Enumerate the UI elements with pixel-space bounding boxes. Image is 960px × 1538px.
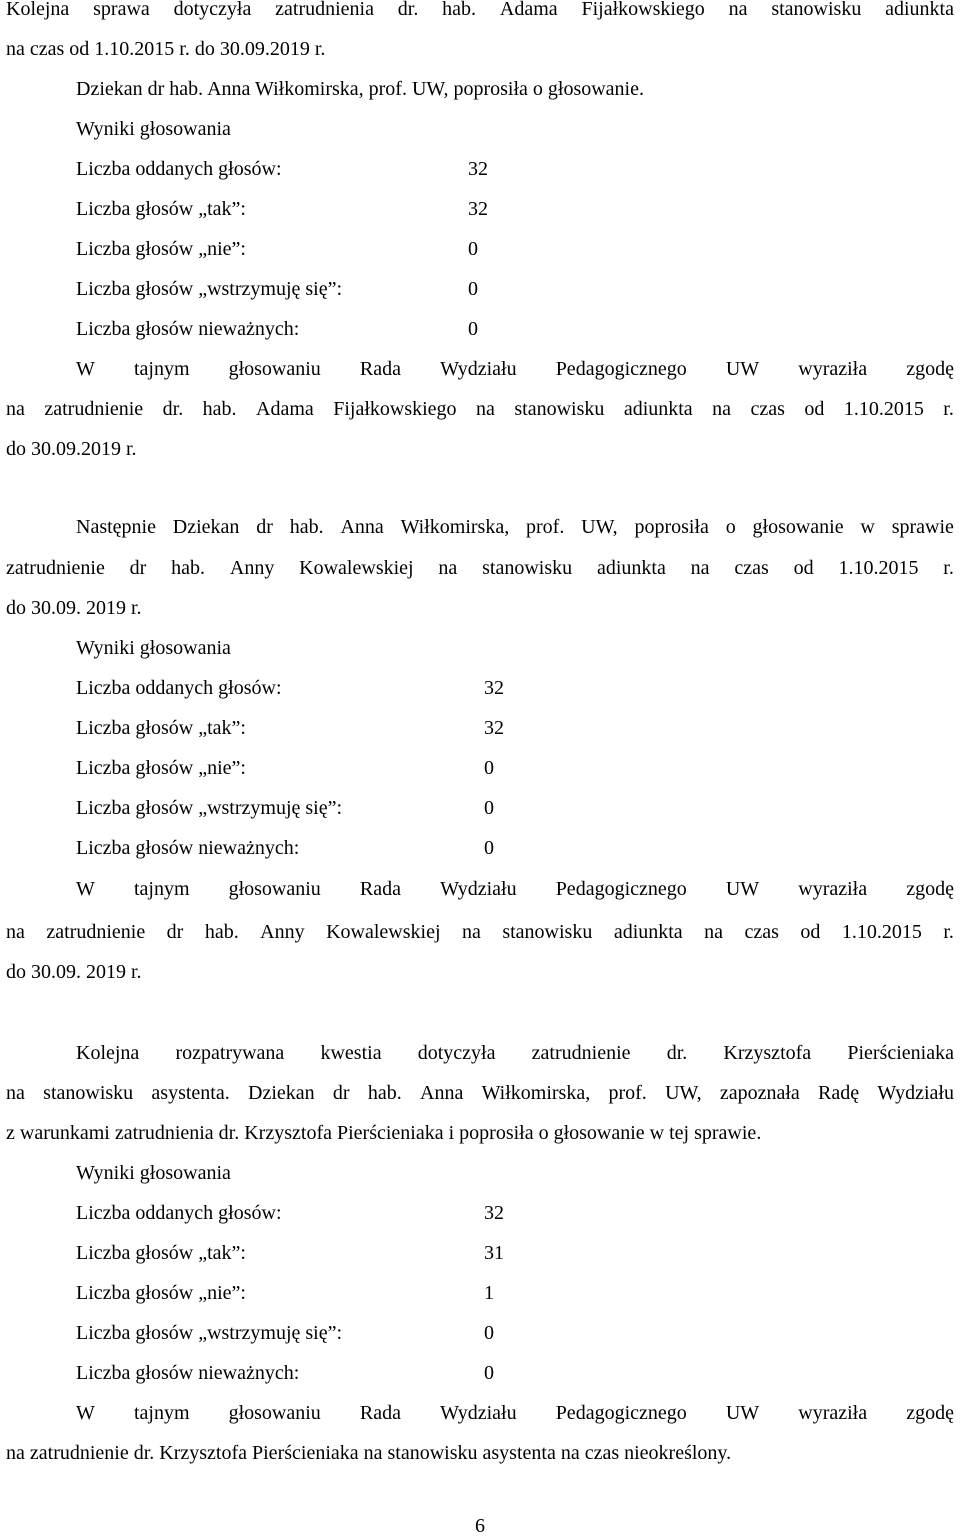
word: stanowisku bbox=[43, 1082, 134, 1104]
word: na bbox=[728, 0, 748, 20]
word: hab. bbox=[442, 0, 477, 20]
s2-vote-invalid: Liczba głosów nieważnych: 0 bbox=[76, 837, 494, 859]
word: 1.10.2015 bbox=[841, 921, 922, 943]
s3-intro-line-1 bbox=[76, 1040, 954, 1066]
word: na bbox=[6, 921, 25, 943]
word: Krzysztofa bbox=[723, 1042, 812, 1064]
word: Fijałkowskiego bbox=[581, 0, 705, 20]
word: o bbox=[725, 516, 736, 538]
word: W bbox=[76, 878, 95, 900]
word: Rada bbox=[359, 358, 401, 380]
word: adiunkta bbox=[623, 398, 693, 420]
word: dr bbox=[256, 516, 273, 538]
word: głosowanie bbox=[752, 516, 844, 538]
word: Pedagogicznego bbox=[555, 1402, 687, 1424]
s3-vote-invalid: Liczba głosów nieważnych: 0 bbox=[76, 1362, 494, 1384]
s1-vote-yes: Liczba głosów „tak”: 32 bbox=[76, 198, 488, 220]
word: od bbox=[800, 921, 821, 943]
word: Pedagogicznego bbox=[555, 878, 687, 900]
word: zapoznała bbox=[719, 1082, 800, 1104]
word: UW bbox=[725, 878, 760, 900]
s2-intro-line-3: do 30.09. 2019 r. bbox=[6, 597, 142, 619]
s1-vote-cast: Liczba oddanych głosów: 32 bbox=[76, 158, 488, 180]
word: 1.10.2015 bbox=[843, 398, 924, 420]
s1-vote-abstain: Liczba głosów „wstrzymuję się”: 0 bbox=[76, 278, 478, 300]
word: dr. bbox=[397, 0, 419, 20]
s2-vote-cast: Liczba oddanych głosów: 32 bbox=[76, 677, 504, 699]
s1-intro-line-1 bbox=[6, 0, 954, 22]
word: Kolejna bbox=[6, 0, 70, 20]
page-number: 6 bbox=[475, 1515, 485, 1537]
word: wyraziła bbox=[798, 1402, 868, 1424]
word: UW, bbox=[581, 516, 618, 538]
word: Anna bbox=[340, 516, 384, 538]
word: zatrudnienie bbox=[44, 398, 144, 420]
word: na bbox=[712, 398, 732, 420]
s1-resolution-line-2 bbox=[6, 396, 954, 422]
word: Wydziału bbox=[440, 358, 517, 380]
s2-vote-yes: Liczba głosów „tak”: 32 bbox=[76, 717, 504, 739]
s1-resolution-line-1 bbox=[76, 356, 954, 382]
word: czas bbox=[750, 398, 785, 420]
word: adiunkta bbox=[596, 557, 666, 579]
word: Wydziału bbox=[877, 1082, 954, 1104]
word: poprosiła bbox=[634, 516, 709, 538]
s2-vote-no: Liczba głosów „nie”: 0 bbox=[76, 757, 494, 779]
word: Pierścieniaka bbox=[847, 1042, 954, 1064]
word: dr. bbox=[666, 1042, 688, 1064]
word: Fijałkowskiego bbox=[333, 398, 457, 420]
word: rozpatrywana bbox=[175, 1042, 285, 1064]
word: tajnym bbox=[133, 878, 190, 900]
word: od bbox=[804, 398, 825, 420]
s3-resolution-line-1 bbox=[76, 1400, 954, 1426]
word: Kowalewskiej bbox=[326, 921, 441, 943]
s1-request: Dziekan dr hab. Anna Wiłkomirska, prof. UW, poprosiła o głosowanie. bbox=[76, 78, 644, 100]
word: głosowaniu bbox=[228, 878, 321, 900]
s2-resolution-line-3: do 30.09. 2019 r. bbox=[6, 961, 142, 983]
s1-results-heading: Wyniki głosowania bbox=[76, 118, 231, 140]
word: r. bbox=[943, 557, 954, 579]
word: dr bbox=[332, 1082, 350, 1104]
word: 1.10.2015 bbox=[838, 557, 919, 579]
word: Dziekan bbox=[172, 516, 240, 538]
s1-vote-no: Liczba głosów „nie”: 0 bbox=[76, 238, 478, 260]
word: kwestia bbox=[320, 1042, 382, 1064]
word: stanowisku bbox=[771, 0, 862, 20]
word: prof. bbox=[608, 1082, 647, 1104]
word: UW bbox=[725, 1402, 760, 1424]
word: Anny bbox=[229, 557, 275, 579]
word: Następnie bbox=[76, 516, 156, 538]
s2-vote-abstain: Liczba głosów „wstrzymuję się”: 0 bbox=[76, 797, 494, 819]
word: W bbox=[76, 358, 95, 380]
word: Anny bbox=[260, 921, 305, 943]
s1-intro-line-2: na czas od 1.10.2015 r. do 30.09.2019 r. bbox=[6, 38, 326, 60]
word: hab. bbox=[367, 1082, 402, 1104]
word: od bbox=[793, 557, 814, 579]
s3-resolution-line-2: na zatrudnienie dr. Krzysztofa Pierścieniaka na stanowisku asystenta na czas nieokreślony. bbox=[6, 1442, 732, 1464]
word: na bbox=[690, 557, 710, 579]
word: dr. bbox=[162, 398, 184, 420]
word: r. bbox=[943, 398, 954, 420]
word: dr bbox=[129, 557, 147, 579]
word: hab. bbox=[204, 921, 239, 943]
word: dotyczyła bbox=[173, 0, 252, 20]
word: zatrudnienie bbox=[46, 921, 146, 943]
s2-resolution-line-2 bbox=[6, 919, 954, 945]
word: czas bbox=[734, 557, 769, 579]
s3-vote-yes: Liczba głosów „tak”: 31 bbox=[76, 1242, 504, 1264]
word: na bbox=[438, 557, 458, 579]
word: hab. bbox=[202, 398, 237, 420]
word: adiunkta bbox=[613, 921, 683, 943]
word: tajnym bbox=[133, 358, 190, 380]
word: głosowaniu bbox=[228, 358, 321, 380]
word: stanowisku bbox=[482, 557, 573, 579]
word: dotyczyła bbox=[417, 1042, 496, 1064]
word: asystenta. bbox=[151, 1082, 230, 1104]
word: Rada bbox=[359, 1402, 401, 1424]
word: na bbox=[476, 398, 495, 420]
word: Wydziału bbox=[440, 878, 517, 900]
word: adiunkta bbox=[885, 0, 954, 20]
s2-results-heading: Wyniki głosowania bbox=[76, 637, 231, 659]
s3-vote-cast: Liczba oddanych głosów: 32 bbox=[76, 1202, 504, 1224]
s1-vote-invalid: Liczba głosów nieważnych: 0 bbox=[76, 318, 478, 340]
word: na bbox=[6, 1082, 25, 1104]
word: wyraziła bbox=[798, 358, 868, 380]
word: Kolejna bbox=[76, 1042, 140, 1064]
s3-intro-line-3: z warunkami zatrudnienia dr. Krzysztofa Pierścieniaka i poprosiła o głosowanie w tej sprawie. bbox=[6, 1122, 762, 1144]
word: na bbox=[461, 921, 481, 943]
s3-intro-line-2 bbox=[6, 1080, 954, 1106]
word: tajnym bbox=[133, 1402, 190, 1424]
word: UW, bbox=[665, 1082, 702, 1104]
word: zgodę bbox=[906, 878, 954, 900]
s2-intro-line-2 bbox=[6, 555, 954, 581]
word: sprawa bbox=[93, 0, 150, 20]
word: Wiłkomirska, bbox=[481, 1082, 591, 1104]
word: Radę bbox=[818, 1082, 860, 1104]
word: zatrudnienie bbox=[531, 1042, 631, 1064]
word: zatrudnienie bbox=[6, 557, 105, 579]
s1-resolution-line-3: do 30.09.2019 r. bbox=[6, 438, 137, 460]
word: W bbox=[76, 1402, 95, 1424]
word: stanowisku bbox=[514, 398, 605, 420]
word: czas bbox=[744, 921, 779, 943]
word: Anna bbox=[420, 1082, 464, 1104]
word: stanowisku bbox=[502, 921, 593, 943]
s3-vote-abstain: Liczba głosów „wstrzymuję się”: 0 bbox=[76, 1322, 494, 1344]
word: głosowaniu bbox=[228, 1402, 321, 1424]
word: zgodę bbox=[906, 1402, 954, 1424]
s3-results-heading: Wyniki głosowania bbox=[76, 1162, 231, 1184]
word: Kowalewskiej bbox=[299, 557, 414, 579]
word: zatrudnienia bbox=[275, 0, 374, 20]
word: na bbox=[6, 398, 25, 420]
s2-resolution-line-1 bbox=[76, 876, 954, 902]
word: w bbox=[860, 516, 875, 538]
word: sprawie bbox=[891, 516, 954, 538]
word: Dziekan bbox=[248, 1082, 315, 1104]
word: UW bbox=[725, 358, 760, 380]
word: r. bbox=[943, 921, 954, 943]
word: Wiłkomirska, bbox=[400, 516, 510, 538]
word: Adama bbox=[256, 398, 314, 420]
word: hab. bbox=[171, 557, 206, 579]
word: Rada bbox=[359, 878, 401, 900]
word: prof. bbox=[526, 516, 565, 538]
word: wyraziła bbox=[798, 878, 868, 900]
s2-intro-line-1 bbox=[76, 514, 954, 540]
word: dr bbox=[166, 921, 184, 943]
word: hab. bbox=[289, 516, 324, 538]
word: zgodę bbox=[906, 358, 954, 380]
s3-vote-no: Liczba głosów „nie”: 1 bbox=[76, 1282, 494, 1304]
word: Pedagogicznego bbox=[555, 358, 687, 380]
word: Wydziału bbox=[440, 1402, 517, 1424]
word: Adama bbox=[499, 0, 558, 20]
word: na bbox=[704, 921, 724, 943]
